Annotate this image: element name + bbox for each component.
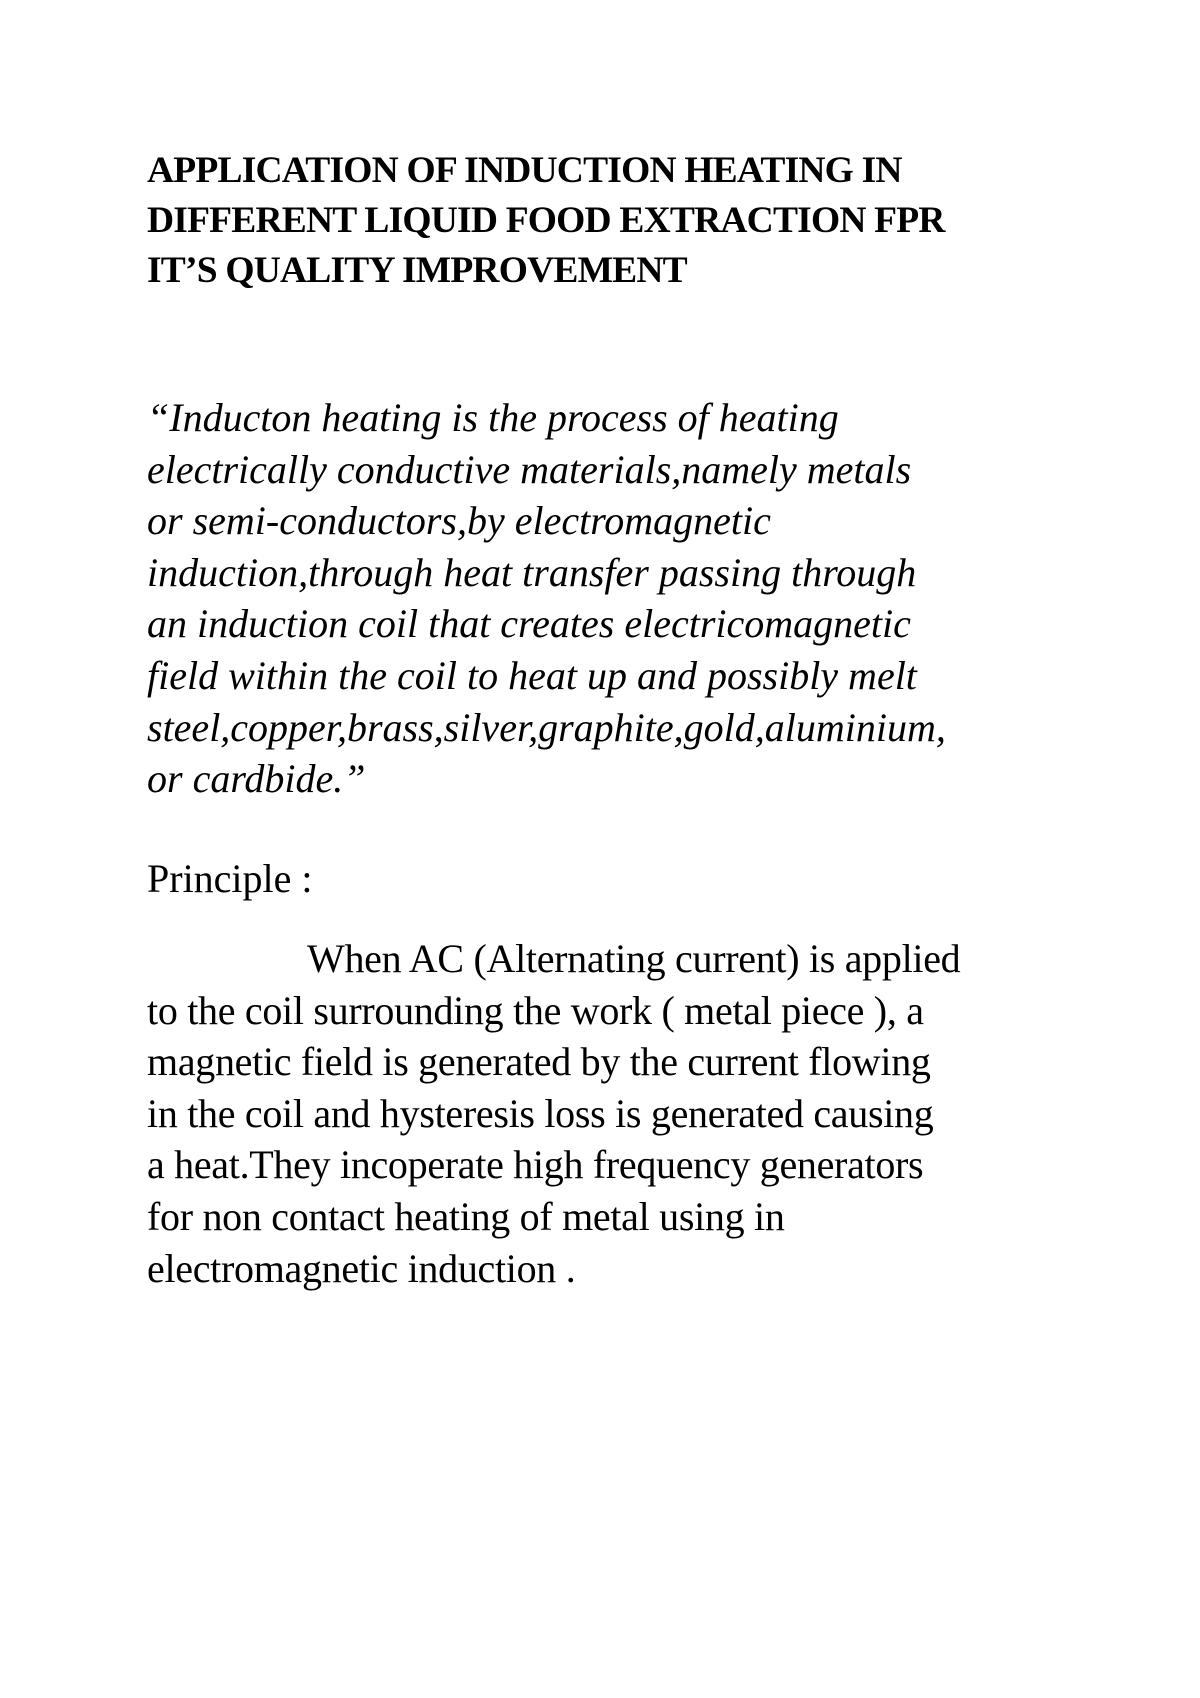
principle-line: for non contact heating of metal using in — [147, 1193, 785, 1239]
title-line: APPLICATION OF INDUCTION HEATING IN — [147, 150, 902, 191]
principle-line: in the coil and hysteresis loss is generated causing — [147, 1090, 934, 1136]
quote-line: or semi-conductors,by electromagnetic — [147, 498, 771, 544]
quote-line: an induction coil that creates electricomagnetic — [147, 601, 911, 647]
principle-line: When AC (Alternating current) is applied — [307, 936, 961, 981]
principle-line: magnetic field is generated by the current flowing — [147, 1039, 931, 1085]
quote-line: or cardbide.” — [147, 756, 366, 802]
principle-heading: Principle : — [147, 856, 313, 901]
quote-line: “Inducton heating is the process of heating — [147, 395, 839, 440]
quote-line: field within the coil to heat up and possibly melt — [147, 652, 917, 698]
title-line: IT’S QUALITY IMPROVEMENT — [147, 250, 687, 291]
document-title — [147, 146, 1107, 296]
definition-quote — [147, 392, 1107, 805]
principle-line: a heat.They incoperate high frequency generators — [147, 1142, 924, 1188]
principle-paragraph — [147, 933, 1107, 1294]
quote-line: electrically conductive materials,namely metals — [147, 446, 912, 492]
principle-line: to the coil surrounding the work ( metal piece ), a — [147, 987, 924, 1033]
title-line: DIFFERENT LIQUID FOOD EXTRACTION FPR — [147, 200, 945, 241]
principle-line: electromagnetic induction . — [147, 1245, 576, 1291]
quote-line: steel,copper,brass,silver,graphite,gold,aluminium, — [147, 704, 946, 750]
quote-line: induction,through heat transfer passing through — [147, 549, 917, 595]
